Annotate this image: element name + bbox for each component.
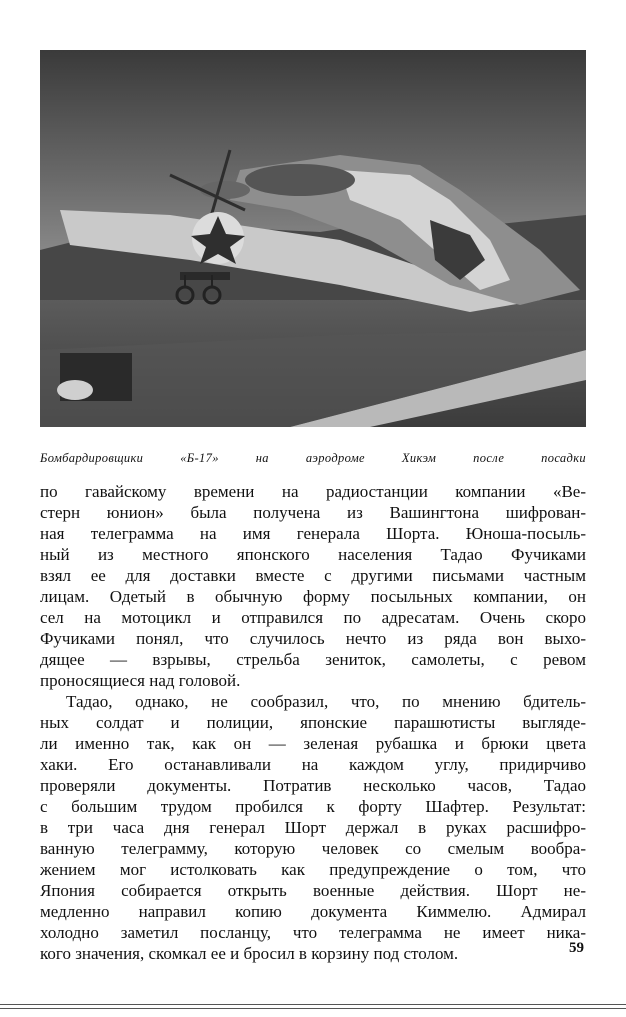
text-line: ная телеграмма на имя генерала Шорта. Юноша-посыль- xyxy=(40,524,586,543)
text-line: Япония собирается открыть военные действия. Шорт не- xyxy=(40,881,586,900)
text-line: дящее — взрывы, стрельба зениток, самолеты, с ревом xyxy=(40,650,586,669)
body-text xyxy=(40,481,586,964)
text-line: по гавайскому времени на радиостанции компании «Ве- xyxy=(40,482,586,501)
text-line: взял ее для доставки вместе с другими письмами частным xyxy=(40,566,586,585)
text-line: в три часа дня генерал Шорт держал в руках расшифро- xyxy=(40,818,586,837)
bomber-photo xyxy=(40,50,586,427)
text-line: медленно направил копию документа Киммелю. Адмирал xyxy=(40,902,586,921)
text-line: проносящиеся над головой. xyxy=(40,671,241,690)
figure-caption: Бомбардировщики «Б-17» на аэродроме Хикэм после посадки xyxy=(40,451,586,465)
text-line: ли именно так, как он — зеленая рубашка и брюки цвета xyxy=(40,734,586,753)
text-line: сел на мотоцикл и отправился по адресатам. Очень скоро xyxy=(40,608,586,627)
text-line: ный из местного японского населения Тадао Фучиками xyxy=(40,545,586,564)
text-line: хаки. Его останавливали на каждом углу, придирчиво xyxy=(40,755,586,774)
page-number: 59 xyxy=(569,940,584,956)
text-line: Фучиками понял, что случилось нечто из ряда вон выхо- xyxy=(40,629,586,648)
photo-icon xyxy=(40,50,586,427)
text-line: стерн юнион» была получена из Вашингтона шифрован- xyxy=(40,503,586,522)
bottom-rule xyxy=(0,1004,626,1005)
text-line: жением мог истолковать как предупреждение о том, что xyxy=(40,860,586,879)
text-line: холодно заметил посланцу, что телеграмма не имеет ника- xyxy=(40,923,586,942)
bottom-rule xyxy=(0,1008,626,1009)
text-line: с большим трудом пробился к форту Шафтер. Результат: xyxy=(40,797,586,816)
text-line: проверяли документы. Потратив несколько часов, Тадао xyxy=(40,776,586,795)
text-line: кого значения, скомкал ее и бросил в корзину под столом. xyxy=(40,944,459,963)
text-line: ванную телеграмму, которую человек со смелым вообра- xyxy=(40,839,586,858)
text-line: Тадао, однако, не сообразил, что, по мнению бдитель- xyxy=(66,692,586,711)
text-line: ных солдат и полиции, японские парашютисты выгляде- xyxy=(40,713,586,732)
text-line: лицам. Одетый в обычную форму посыльных компании, он xyxy=(40,587,586,606)
